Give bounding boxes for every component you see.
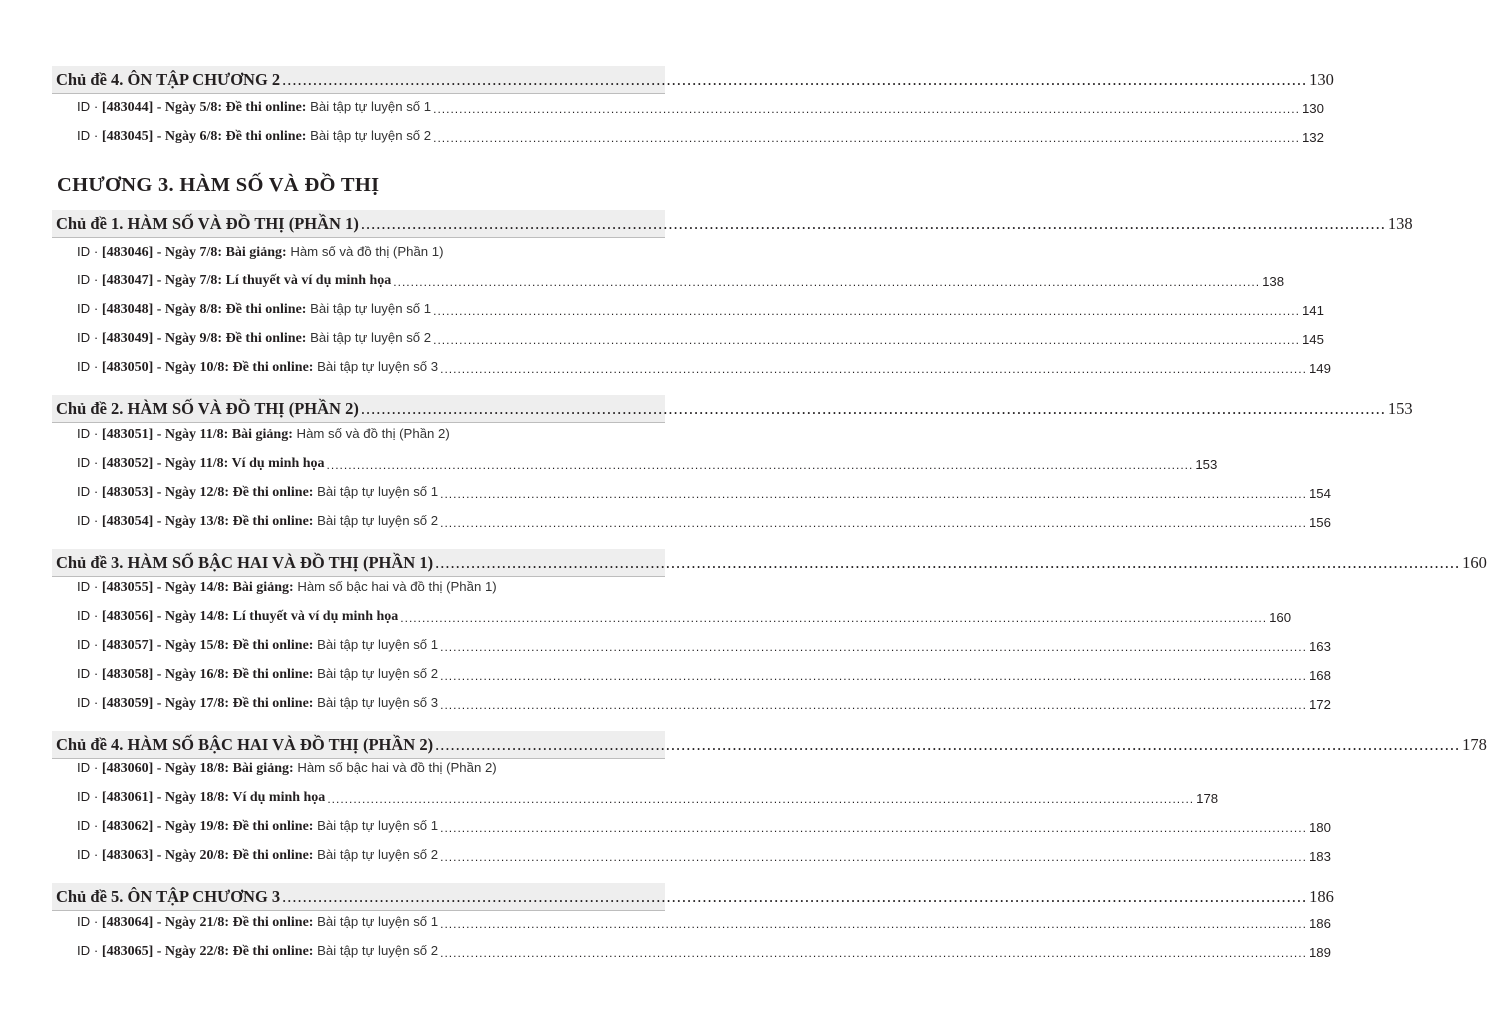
dot-leader: ........................................................................................................................................................................................................	[360, 214, 1386, 233]
id-prefix: ID ·	[77, 943, 102, 958]
dot-leader: ........................................................................................................................................................................................................	[435, 553, 1461, 572]
topic-row[interactable]	[52, 883, 1334, 911]
toc-entry[interactable]	[77, 510, 1331, 530]
topic-title: Chủ đề 5. ÔN TẬP CHƯƠNG 3	[56, 887, 281, 906]
toc-entry[interactable]	[77, 844, 1331, 864]
entry-description: Bài tập tự luyện số 2	[313, 666, 439, 681]
entry-day: - Ngày 8/8:	[153, 302, 226, 317]
toc-entry[interactable]	[77, 423, 665, 443]
entry-day: - Ngày 19/8:	[153, 819, 233, 834]
toc-entry[interactable]	[77, 125, 1324, 145]
entry-id: [483054]	[101, 514, 154, 529]
toc-entry[interactable]	[77, 605, 1292, 625]
page-number: 183	[1308, 849, 1331, 864]
toc-entry[interactable]	[77, 911, 1331, 931]
entry-id: [483055]	[101, 580, 154, 595]
entry-type: Đề thi online:	[225, 331, 307, 346]
id-prefix: ID ·	[77, 914, 102, 929]
dot-leader: ........................................................................................................................................................................................................	[440, 698, 1307, 712]
id-prefix: ID ·	[77, 330, 102, 345]
entry-day: - Ngày 18/8:	[153, 790, 233, 805]
entry-text	[77, 695, 438, 712]
entry-day: - Ngày 13/8:	[153, 514, 233, 529]
page-number: 189	[1308, 945, 1331, 960]
topic-row[interactable]	[52, 395, 1413, 423]
entry-type: Đề thi online:	[232, 638, 314, 653]
toc-entry[interactable]	[77, 940, 1331, 960]
entry-type: Lí thuyết và ví dụ minh họa	[232, 609, 399, 624]
page-number: 160	[1462, 553, 1487, 572]
entry-type: Lí thuyết và ví dụ minh họa	[225, 273, 392, 288]
toc-entry[interactable]	[77, 241, 665, 261]
page-number: 130	[1309, 70, 1334, 89]
dot-leader: ........................................................................................................................................................................................................	[393, 275, 1261, 289]
entry-id: [483049]	[101, 331, 154, 346]
entry-text	[77, 914, 438, 931]
dot-leader: ........................................................................................................................................................................................................	[440, 640, 1307, 654]
entry-type: Bài giảng:	[232, 580, 294, 595]
toc-entry[interactable]	[77, 757, 665, 777]
dot-leader: ........................................................................................................................................................................................................	[360, 399, 1386, 418]
toc-entry[interactable]	[77, 96, 1324, 116]
entry-type: Đề thi online:	[232, 819, 314, 834]
topic-row[interactable]	[52, 549, 1487, 577]
topic-title: Chủ đề 4. ÔN TẬP CHƯƠNG 2	[56, 70, 281, 89]
entry-type: Đề thi online:	[232, 485, 314, 500]
entry-id: [483047]	[101, 273, 154, 288]
entry-day: - Ngày 11/8:	[153, 456, 232, 471]
id-prefix: ID ·	[77, 789, 102, 804]
topic-row[interactable]	[52, 210, 1413, 238]
entry-text	[77, 128, 431, 145]
entry-type: Bài giảng:	[225, 245, 287, 260]
entry-id: [483053]	[101, 485, 154, 500]
id-prefix: ID ·	[77, 244, 102, 259]
entry-day: - Ngày 9/8:	[153, 331, 226, 346]
toc-entry[interactable]	[77, 298, 1324, 318]
entry-type: Đề thi online:	[225, 302, 307, 317]
entry-description: Bài tập tự luyện số 2	[313, 943, 439, 958]
entry-description: Bài tập tự luyện số 2	[306, 330, 432, 345]
entry-type: Bài giảng:	[231, 427, 293, 442]
toc-entry[interactable]	[77, 576, 665, 596]
entry-type: Ví dụ minh họa	[231, 456, 325, 471]
topic-row[interactable]	[52, 66, 1334, 94]
entry-type: Đề thi online:	[232, 360, 314, 375]
toc-entry[interactable]	[77, 634, 1331, 654]
dot-leader: ........................................................................................................................................................................................................	[282, 70, 1308, 89]
entry-id: [483064]	[101, 915, 154, 930]
entry-description: Bài tập tự luyện số 2	[306, 128, 432, 143]
entry-type: Đề thi online:	[232, 667, 314, 682]
toc-entry[interactable]	[77, 327, 1324, 347]
page-number: 145	[1301, 332, 1324, 347]
entry-description: Hàm số bậc hai và đồ thị (Phần 2)	[293, 760, 497, 775]
entry-text	[77, 426, 450, 443]
entry-type: Đề thi online:	[232, 696, 314, 711]
toc-entry[interactable]	[77, 269, 1285, 289]
entry-day: - Ngày 16/8:	[153, 667, 233, 682]
entry-day: - Ngày 22/8:	[153, 944, 233, 959]
toc-entry[interactable]	[77, 452, 1218, 472]
entry-day: - Ngày 21/8:	[153, 915, 233, 930]
page-number: 149	[1308, 361, 1331, 376]
entry-text	[77, 359, 438, 376]
dot-leader: ........................................................................................................................................................................................................	[400, 611, 1268, 625]
entry-text	[77, 484, 438, 501]
id-prefix: ID ·	[77, 637, 102, 652]
entry-id: [483057]	[101, 638, 154, 653]
entry-id: [483050]	[101, 360, 154, 375]
entry-type: Đề thi online:	[225, 100, 307, 115]
entry-description: Bài tập tự luyện số 2	[313, 847, 439, 862]
entry-day: - Ngày 17/8:	[153, 696, 233, 711]
entry-day: - Ngày 6/8:	[153, 129, 226, 144]
entry-id: [483058]	[101, 667, 154, 682]
entry-type: Đề thi online:	[232, 915, 314, 930]
page-number: 138	[1387, 214, 1413, 233]
dot-leader: ........................................................................................................................................................................................................	[433, 333, 1300, 347]
entry-description: Bài tập tự luyện số 1	[313, 914, 439, 929]
entry-text	[77, 760, 497, 777]
entry-description: Bài tập tự luyện số 1	[306, 301, 432, 316]
entry-description: Bài tập tự luyện số 3	[313, 695, 439, 710]
topic-title: Chủ đề 4. HÀM SỐ BẬC HAI VÀ ĐỒ THỊ (PHẦN 2)	[56, 735, 434, 754]
page-number: 163	[1308, 639, 1331, 654]
dot-leader: ........................................................................................................................................................................................................	[435, 735, 1461, 754]
page-number: 180	[1308, 820, 1331, 835]
entry-id: [483051]	[101, 427, 154, 442]
entry-id: [483048]	[101, 302, 154, 317]
entry-day: - Ngày 7/8:	[153, 245, 226, 260]
page-number: 186	[1309, 887, 1334, 906]
entry-id: [483044]	[101, 100, 154, 115]
toc-entry[interactable]	[77, 356, 1331, 376]
entry-text	[77, 847, 438, 864]
dot-leader: ........................................................................................................................................................................................................	[440, 669, 1307, 683]
id-prefix: ID ·	[77, 359, 102, 374]
entry-id: [483045]	[101, 129, 154, 144]
entry-id: [483065]	[101, 944, 154, 959]
entry-description: Hàm số và đồ thị (Phần 2)	[292, 426, 450, 441]
toc-entry[interactable]	[77, 815, 1331, 835]
entry-id: [483056]	[101, 609, 154, 624]
entry-id: [483052]	[101, 456, 154, 471]
entry-day: - Ngày 12/8:	[153, 485, 233, 500]
dot-leader: ........................................................................................................................................................................................................	[440, 516, 1307, 530]
page-number: 186	[1308, 916, 1331, 931]
entry-day: - Ngày 7/8:	[153, 273, 226, 288]
page-number: 160	[1269, 610, 1292, 625]
id-prefix: ID ·	[77, 426, 102, 441]
entry-id: [483061]	[101, 790, 154, 805]
entry-day: - Ngày 18/8:	[153, 761, 233, 776]
entry-description: Bài tập tự luyện số 1	[313, 637, 439, 652]
dot-leader: ........................................................................................................................................................................................................	[327, 792, 1195, 806]
id-prefix: ID ·	[77, 99, 102, 114]
id-prefix: ID ·	[77, 666, 102, 681]
page-number: 172	[1308, 697, 1331, 712]
entry-type: Ví dụ minh họa	[232, 790, 326, 805]
entry-id: [483060]	[101, 761, 154, 776]
page-number: 130	[1301, 101, 1324, 116]
topic-title: Chủ đề 2. HÀM SỐ VÀ ĐỒ THỊ (PHẦN 2)	[56, 399, 359, 418]
id-prefix: ID ·	[77, 128, 102, 143]
id-prefix: ID ·	[77, 847, 102, 862]
entry-day: - Ngày 15/8:	[153, 638, 233, 653]
entry-type: Đề thi online:	[232, 848, 314, 863]
entry-day: - Ngày 14/8:	[153, 580, 233, 595]
page-number: 156	[1308, 515, 1331, 530]
entry-day: - Ngày 14/8:	[153, 609, 233, 624]
dot-leader: ........................................................................................................................................................................................................	[440, 362, 1307, 376]
toc-entry[interactable]	[77, 786, 1219, 806]
entry-text	[77, 608, 398, 625]
entry-description: Bài tập tự luyện số 1	[306, 99, 432, 114]
toc-entry[interactable]	[77, 692, 1331, 712]
entry-text	[77, 579, 497, 596]
entry-type: Đề thi online:	[232, 944, 314, 959]
id-prefix: ID ·	[77, 579, 102, 594]
id-prefix: ID ·	[77, 608, 102, 623]
entry-text	[77, 637, 438, 654]
topic-title: Chủ đề 3. HÀM SỐ BẬC HAI VÀ ĐỒ THỊ (PHẦN 1)	[56, 553, 434, 572]
toc-entry[interactable]	[77, 481, 1331, 501]
entry-type: Bài giảng:	[232, 761, 294, 776]
entry-description: Hàm số và đồ thị (Phần 1)	[286, 244, 444, 259]
entry-day: - Ngày 11/8:	[153, 427, 232, 442]
entry-text	[77, 244, 444, 261]
dot-leader: ........................................................................................................................................................................................................	[440, 487, 1307, 501]
id-prefix: ID ·	[77, 484, 102, 499]
id-prefix: ID ·	[77, 455, 102, 470]
entry-day: - Ngày 20/8:	[153, 848, 233, 863]
dot-leader: ........................................................................................................................................................................................................	[433, 102, 1300, 116]
dot-leader: ........................................................................................................................................................................................................	[282, 887, 1308, 906]
topic-row[interactable]	[52, 731, 1487, 759]
entry-type: Đề thi online:	[232, 514, 314, 529]
entry-text	[77, 330, 431, 347]
dot-leader: ........................................................................................................................................................................................................	[440, 917, 1307, 931]
topic-title: Chủ đề 1. HÀM SỐ VÀ ĐỒ THỊ (PHẦN 1)	[56, 214, 359, 233]
entry-description: Bài tập tự luyện số 2	[313, 513, 439, 528]
entry-id: [483062]	[101, 819, 154, 834]
entry-type: Đề thi online:	[225, 129, 307, 144]
entry-text	[77, 943, 438, 960]
toc-entry[interactable]	[77, 663, 1331, 683]
entry-text	[77, 272, 391, 289]
page-number: 132	[1301, 130, 1324, 145]
entry-description: Hàm số bậc hai và đồ thị (Phần 1)	[293, 579, 497, 594]
chapter-heading: CHƯƠNG 3. HÀM SỐ VÀ ĐỒ THỊ	[57, 174, 380, 196]
page-number: 141	[1301, 303, 1324, 318]
entry-text	[77, 455, 325, 472]
entry-text	[77, 513, 438, 530]
id-prefix: ID ·	[77, 818, 102, 833]
page-number: 153	[1195, 457, 1218, 472]
page-number: 154	[1308, 486, 1331, 501]
entry-description: Bài tập tự luyện số 1	[313, 818, 439, 833]
dot-leader: ........................................................................................................................................................................................................	[440, 850, 1307, 864]
dot-leader: ........................................................................................................................................................................................................	[440, 946, 1307, 960]
entry-day: - Ngày 10/8:	[153, 360, 233, 375]
page-number: 138	[1262, 274, 1285, 289]
entry-text	[77, 818, 438, 835]
entry-text	[77, 789, 325, 806]
entry-id: [483063]	[101, 848, 154, 863]
id-prefix: ID ·	[77, 272, 102, 287]
entry-text	[77, 666, 438, 683]
dot-leader: ........................................................................................................................................................................................................	[433, 131, 1300, 145]
entry-day: - Ngày 5/8:	[153, 100, 226, 115]
dot-leader: ........................................................................................................................................................................................................	[326, 458, 1194, 472]
id-prefix: ID ·	[77, 695, 102, 710]
entry-id: [483059]	[101, 696, 154, 711]
page-number: 178	[1196, 791, 1219, 806]
page-number: 153	[1387, 399, 1413, 418]
dot-leader: ........................................................................................................................................................................................................	[433, 304, 1300, 318]
id-prefix: ID ·	[77, 760, 102, 775]
page-number: 168	[1308, 668, 1331, 683]
entry-id: [483046]	[101, 245, 154, 260]
id-prefix: ID ·	[77, 301, 102, 316]
entry-text	[77, 99, 431, 116]
entry-text	[77, 301, 431, 318]
dot-leader: ........................................................................................................................................................................................................	[440, 821, 1307, 835]
entry-description: Bài tập tự luyện số 1	[313, 484, 439, 499]
id-prefix: ID ·	[77, 513, 102, 528]
page-number: 178	[1462, 735, 1487, 754]
entry-description: Bài tập tự luyện số 3	[313, 359, 439, 374]
